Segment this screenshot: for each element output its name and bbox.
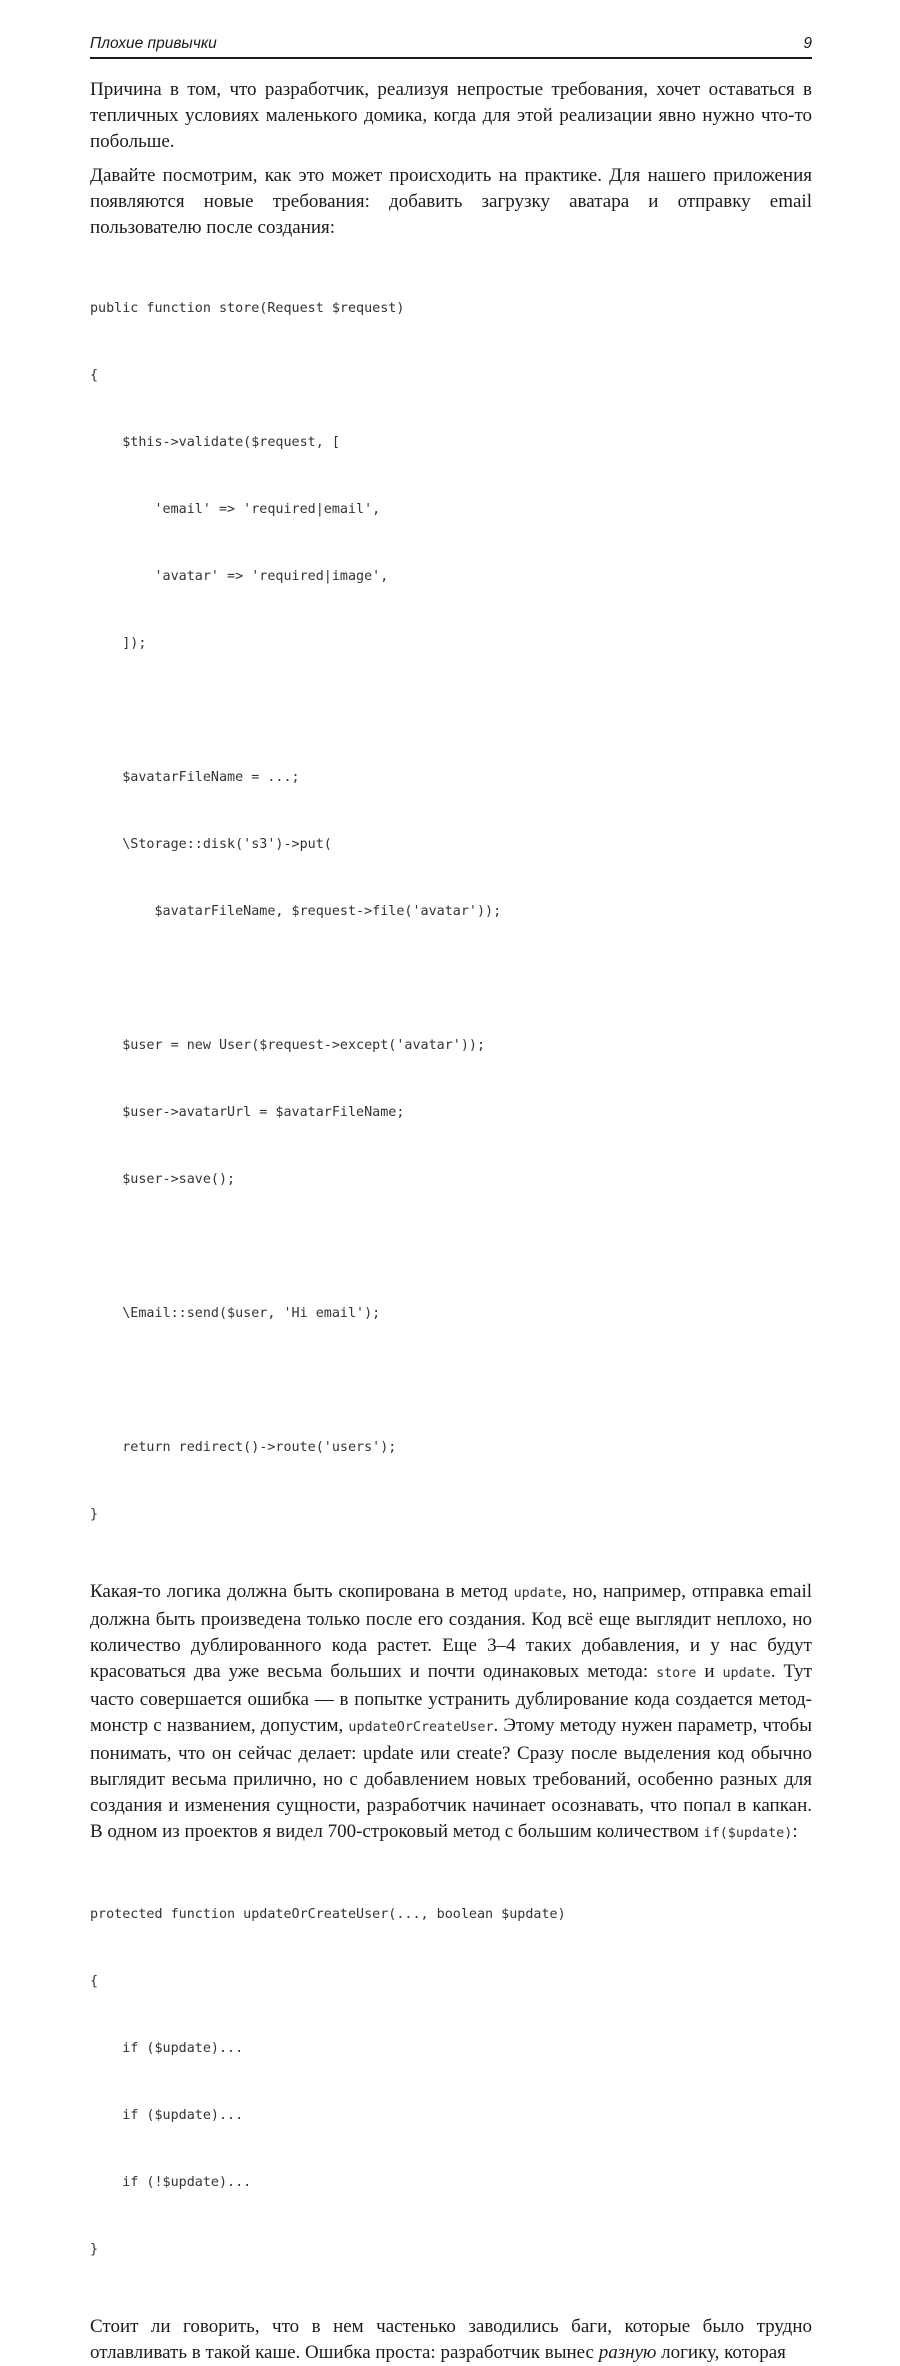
code-line: \Storage::disk('s3')->put( xyxy=(90,836,332,852)
code-line xyxy=(90,1370,812,1392)
paragraph-4 xyxy=(90,2314,812,2366)
code-line: $this->validate($request, [ xyxy=(90,434,340,450)
code-line xyxy=(90,1236,812,1258)
code-block-update-or-create xyxy=(90,1859,812,2306)
emphasis: разную xyxy=(598,2342,657,2364)
code-line: 'avatar' => 'required|image', xyxy=(90,568,389,584)
chapter-title: Плохие привычки xyxy=(90,35,217,52)
text-run: и xyxy=(696,1661,723,1683)
code-line: { xyxy=(90,367,99,383)
code-line xyxy=(90,700,812,722)
code-line: if ($update)... xyxy=(90,2041,244,2057)
inline-code: store xyxy=(656,1666,697,1682)
code-line: $user = new User($request->except('avatar')); xyxy=(90,1038,486,1054)
code-line: if (!$update)... xyxy=(90,2175,252,2191)
code-line: return redirect()->route('users'); xyxy=(90,1440,397,1456)
code-line: $avatarFileName = ...; xyxy=(90,769,300,785)
code-line: if ($update)... xyxy=(90,2108,244,2124)
code-line: $avatarFileName, $request->file('avatar')); xyxy=(90,903,502,919)
inline-code: updateOrCreateUser xyxy=(348,1720,494,1736)
text-run: . Тут часто совершается ошибка — в попытке устранить дублирование кода создается метод-монстр с названием, допустим, xyxy=(90,1661,813,1737)
code-block-store xyxy=(90,253,812,1571)
text-run: . Этому методу нужен параметр, чтобы понимать, что он сейчас делает: update или create? Сразу после выделения код обычно выглядит весьма прилично, но с добавлением новых требований, особенно разных для создания и изменения сущности, разработчик начинает осознавать, что попал в капкан. В одном из проектов я видел 700-строковый метод с большим количеством xyxy=(90,1715,812,1843)
paragraph-1: Причина в том, что разработчик, реализуя непростые требования, хочет оставаться в тепличных условиях маленького домика, когда для этой реализации явно нужно что-то побольше. xyxy=(90,79,812,152)
text-run: : xyxy=(792,1821,798,1843)
code-line: } xyxy=(90,2242,99,2258)
paragraph-2: Давайте посмотрим, как это может происходить на практике. Для нашего приложения появляются новые требования: добавить загрузку аватара и отправку email пользователю после создания: xyxy=(90,165,812,238)
running-header xyxy=(90,34,812,59)
inline-code: if($update) xyxy=(703,1826,793,1842)
code-line: } xyxy=(90,1507,99,1523)
text-run: Стоит ли говорить, что в нем частенько заводились баги, которые было трудно отлавливать в такой каше. Ошибка проста: разработчик вынес xyxy=(90,2316,812,2364)
code-line: protected function updateOrCreateUser(..., boolean $update) xyxy=(90,1906,566,1922)
text-run: логику, которая xyxy=(656,2342,786,2364)
code-line: \Email::send($user, 'Hi email'); xyxy=(90,1306,381,1322)
code-line: { xyxy=(90,1974,99,1989)
code-line: $user->save(); xyxy=(90,1172,236,1188)
code-line: $user->avatarUrl = $avatarFileName; xyxy=(90,1105,405,1121)
code-line xyxy=(90,968,812,990)
page-number: 9 xyxy=(803,35,812,52)
inline-code: update xyxy=(513,1586,562,1602)
inline-code: update xyxy=(722,1666,771,1682)
text-run: , но, например, отправка email должна быть произведена только после его создания. Код всё еще выглядит неплохо, но количество дублированного кода растет. Еще 3–4 таких добавления, и у нас будут красоваться два уже весьма больших и почти одинаковых метода: xyxy=(90,1581,812,1683)
code-line: 'email' => 'required|email', xyxy=(90,501,381,517)
code-line: ]); xyxy=(90,635,147,651)
paragraph-3 xyxy=(90,1579,812,1847)
book-page xyxy=(90,34,812,2366)
text-run: Какая-то логика должна быть скопирована в метод xyxy=(90,1581,514,1603)
code-line: public function store(Request $request) xyxy=(90,300,405,316)
